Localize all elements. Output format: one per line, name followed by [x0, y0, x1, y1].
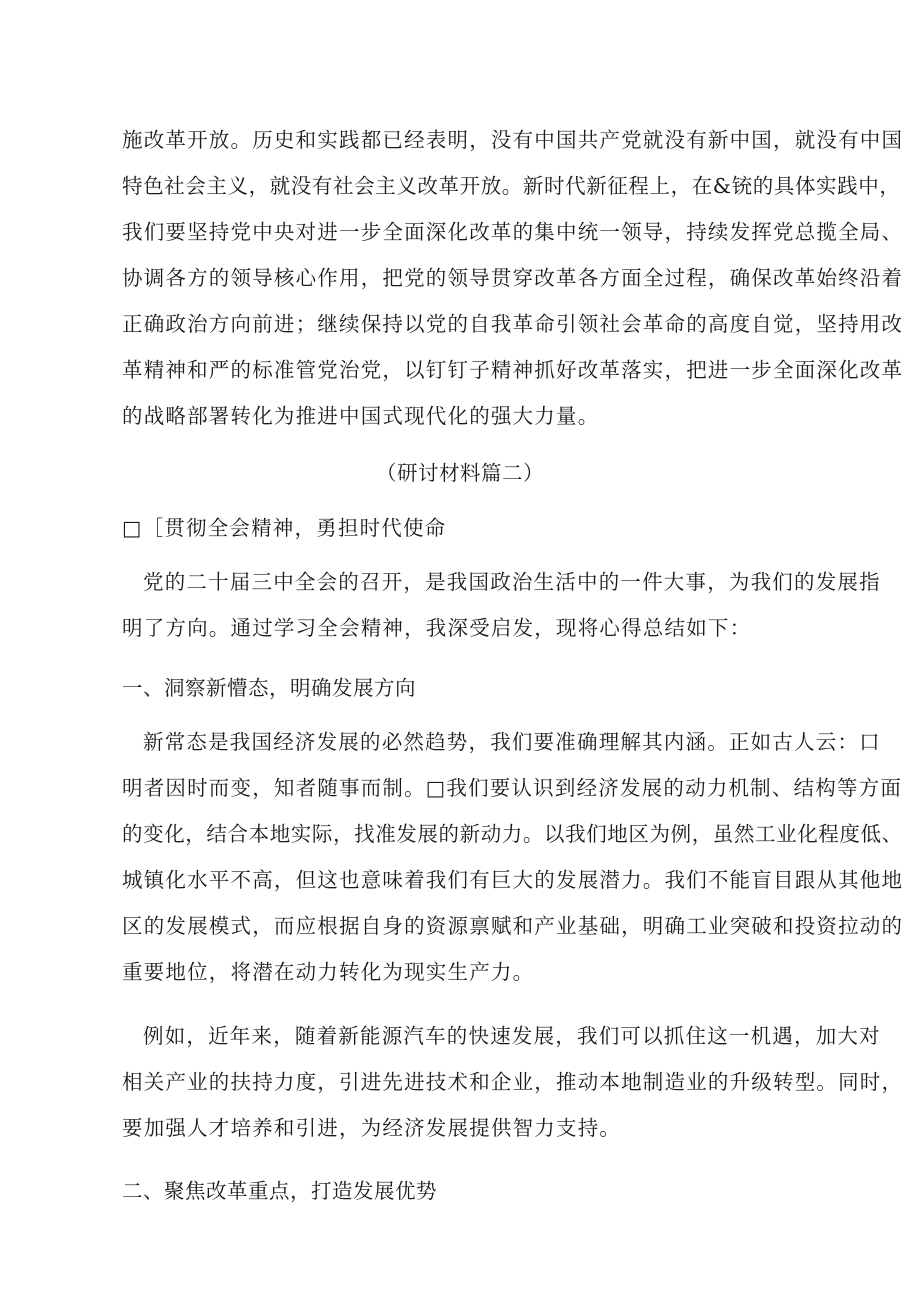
paragraph-line: 新常态是我国经济发展的必然趋势，我们要准确理解其内涵。正如古人云：口	[143, 730, 881, 754]
paragraph-line: 城镇化水平不高，但这也意味着我们有巨大的发展潜力。我们不能盲目跟从其他地	[122, 868, 904, 892]
paragraph-line: 明了方向。通过学习全会精神，我深受启发，现将心得总结如下：	[122, 616, 752, 640]
paragraph-line: 特色社会主义，就没有社会主义改革开放。新时代新征程上，在&铳的具体实践中，	[122, 174, 901, 198]
paragraph-line: 要加强人才培养和引进，为经济发展提供智力支持。	[122, 1116, 622, 1140]
paragraph-line: 施改革开放。历史和实践都已经表明，没有中国共产党就没有新中国，就没有中国	[122, 128, 904, 152]
paragraph-line: 的变化，结合本地实际，找准发展的新动力。以我们地区为例，虽然工业化程度低、	[122, 822, 903, 846]
paragraph-line: 例如，近年来，随着新能源汽车的快速发展，我们可以抓住这一机遇，加大对	[143, 1024, 881, 1048]
paragraph-line: 我们要坚持党中央对进一步全面深化改革的集中统一领导，持续发挥党总揽全局、	[122, 220, 904, 244]
subtitle: □［贯彻全会精神，勇担时代使命	[122, 516, 447, 540]
paragraph-line: 区的发展模式，而应根据自身的资源禀赋和产业基础，明确工业突破和投资拉动的	[122, 914, 904, 938]
paragraph-line: 重要地位，将潜在动力转化为现实生产力。	[122, 960, 535, 984]
paragraph-line: 党的二十届三中全会的召开，是我国政治生活中的一件大事，为我们的发展指	[143, 570, 881, 594]
paragraph-line: 相关产业的扶持力度，引进先进技术和企业，推动本地制造业的升级转型。同时，	[122, 1070, 904, 1094]
heading-2: 二、聚焦改革重点，打造发展优势	[122, 1179, 437, 1203]
paragraph-line: 正确政治方向前进；继续保持以党的自我革命引领社会革命的高度自觉，坚持用改	[122, 312, 904, 336]
paragraph-line: 革精神和严的标准管党治党，以钉钉子精神抓好改革落实，把进一步全面深化改革	[122, 358, 904, 382]
section-title: （研讨材料篇二）	[376, 461, 544, 485]
paragraph-line: 的战略部署转化为推进中国式现代化的强大力量。	[122, 404, 600, 428]
paragraph-line: 协调各方的领导核心作用，把党的领导贯穿改革各方面全过程，确保改革始终沿着	[122, 266, 904, 290]
paragraph-line: 明者因时而变，知者随事而制。□我们要认识到经济发展的动力机制、结构等方面	[122, 776, 903, 800]
heading-1: 一、洞察新懵态，明确发展方向	[122, 676, 416, 700]
